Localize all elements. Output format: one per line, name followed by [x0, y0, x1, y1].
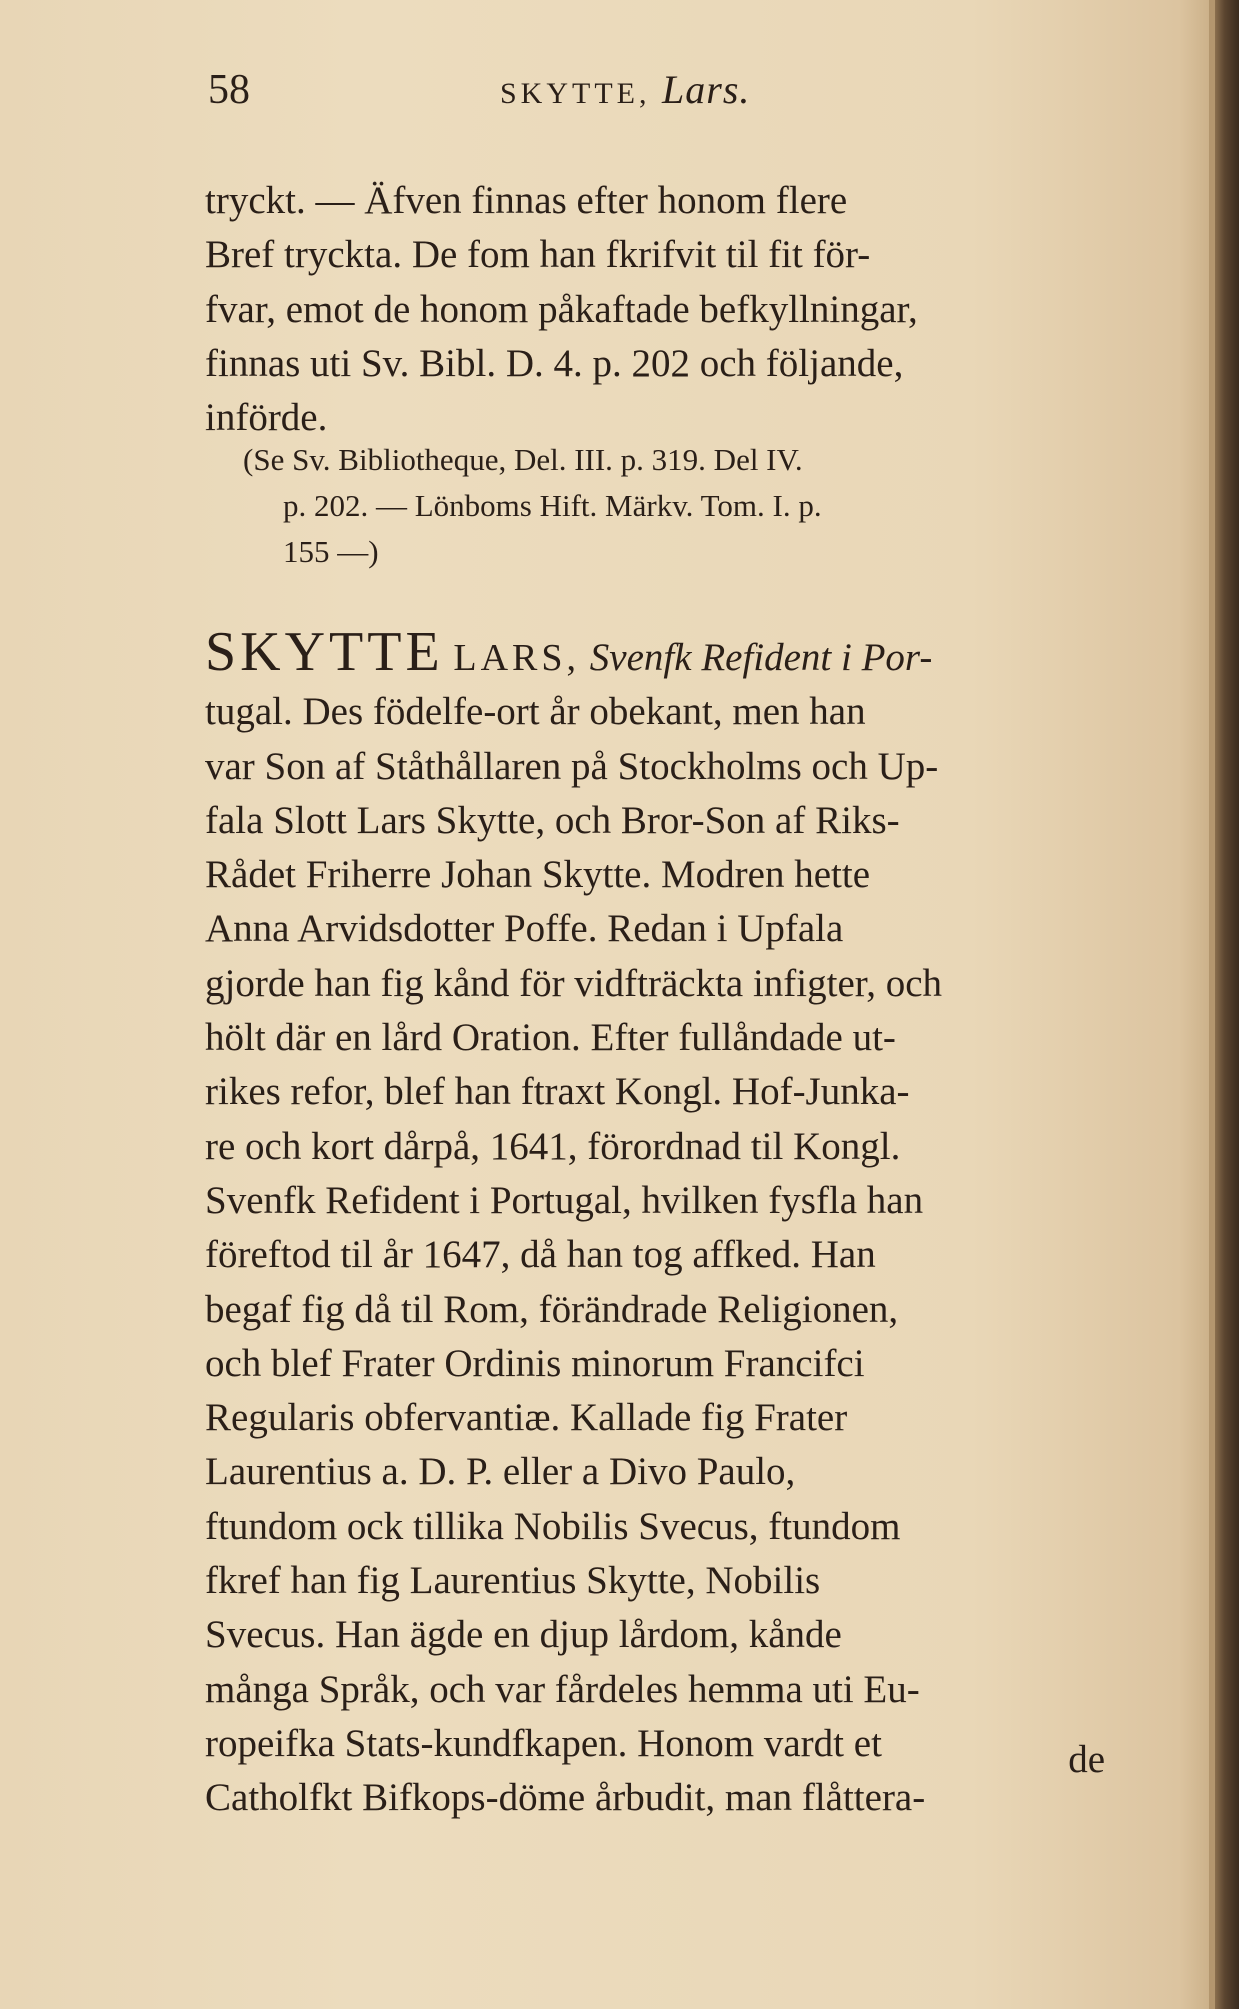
text-line: Svecus. Han ägde en djup lårdom, kånde [205, 1613, 842, 1657]
page-header [208, 58, 1128, 122]
reference-line: 155 —) [283, 534, 379, 569]
entry-title: Svenfk Refident i Por- [589, 636, 933, 679]
text-line: begaf fig då til Rom, förändrade Religionen, [205, 1287, 899, 1331]
reference-line: p. 202. — Lönboms Hift. Märkv. Tom. I. p. [283, 488, 822, 523]
text-line: var Son af Ståthållaren på Stockholms och Up- [205, 744, 939, 788]
text-line: ftundom ock tillika Nobilis Svecus, ftundom [205, 1504, 901, 1548]
page-number: 58 [208, 67, 250, 113]
text-line: många Språk, och var fårdeles hemma uti Eu- [205, 1667, 920, 1711]
text-line: rikes refor, blef han ftraxt Kongl. Hof-Junka- [205, 1070, 910, 1114]
text-line: Bref tryckta. De fom han fkrifvit til fit för- [205, 233, 871, 277]
text-line: fala Slott Lars Skytte, och Bror-Son af Riks- [205, 798, 900, 842]
catchword: de [1068, 1738, 1105, 1781]
book-gutter [1215, 0, 1239, 2009]
entry-first-line [205, 621, 1145, 685]
reference-note [243, 437, 1143, 575]
text-line: tugal. Des födelfe-ort år obekant, men han [205, 690, 866, 734]
text-line: finnas uti Sv. Bibl. D. 4. p. 202 och följande, [205, 341, 904, 385]
text-line: Laurentius a. D. P. eller a Divo Paulo, [205, 1450, 796, 1494]
running-head-surname: SKYTTE, [500, 77, 651, 110]
text-line: föreftod til år 1647, då han tog affked. Han [205, 1233, 876, 1277]
text-line: och blef Frater Ordinis minorum Francifci [205, 1341, 865, 1385]
text-line: Svenfk Refident i Portugal, hvilken fysfla han [205, 1178, 924, 1222]
text-line: Catholfkt Bifkops-döme årbudit, man flåttera- [205, 1776, 926, 1820]
text-line: tryckt. — Äfven finnas efter honom flere [205, 179, 848, 222]
text-line: re och kort dårpå, 1641, förordnad til Kongl. [205, 1124, 901, 1168]
text-line: Regularis obfervantiæ. Kallade fig Frater [205, 1396, 848, 1440]
text-line: ropeifka Stats-kundfkapen. Honom vardt et [205, 1721, 882, 1765]
reference-line: (Se Sv. Bibliotheque, Del. III. p. 319. Del IV. [243, 442, 803, 477]
previous-entry-ending [205, 174, 1145, 445]
skytte-lars-entry [205, 621, 1145, 1826]
text-line: hölt där en lård Oration. Efter fullåndade ut- [205, 1016, 896, 1060]
running-head [500, 66, 750, 113]
text-line: gjorde han fig kånd för vidfträckta infigter, och [205, 961, 943, 1005]
running-head-name: Lars. [662, 67, 751, 112]
entry-heading-name: LARS, [453, 637, 581, 679]
text-line: fkref han fig Laurentius Skytte, Nobilis [205, 1559, 821, 1603]
entry-heading-surname: SKYTTE [205, 621, 444, 683]
text-line: Rådet Friherre Johan Skytte. Modren hette [205, 853, 870, 897]
text-line: införde. [205, 396, 328, 440]
text-line: fvar, emot de honom påkaftade befkyllningar, [205, 287, 918, 331]
text-line: Anna Arvidsdotter Poffe. Redan i Upfala [205, 907, 844, 951]
